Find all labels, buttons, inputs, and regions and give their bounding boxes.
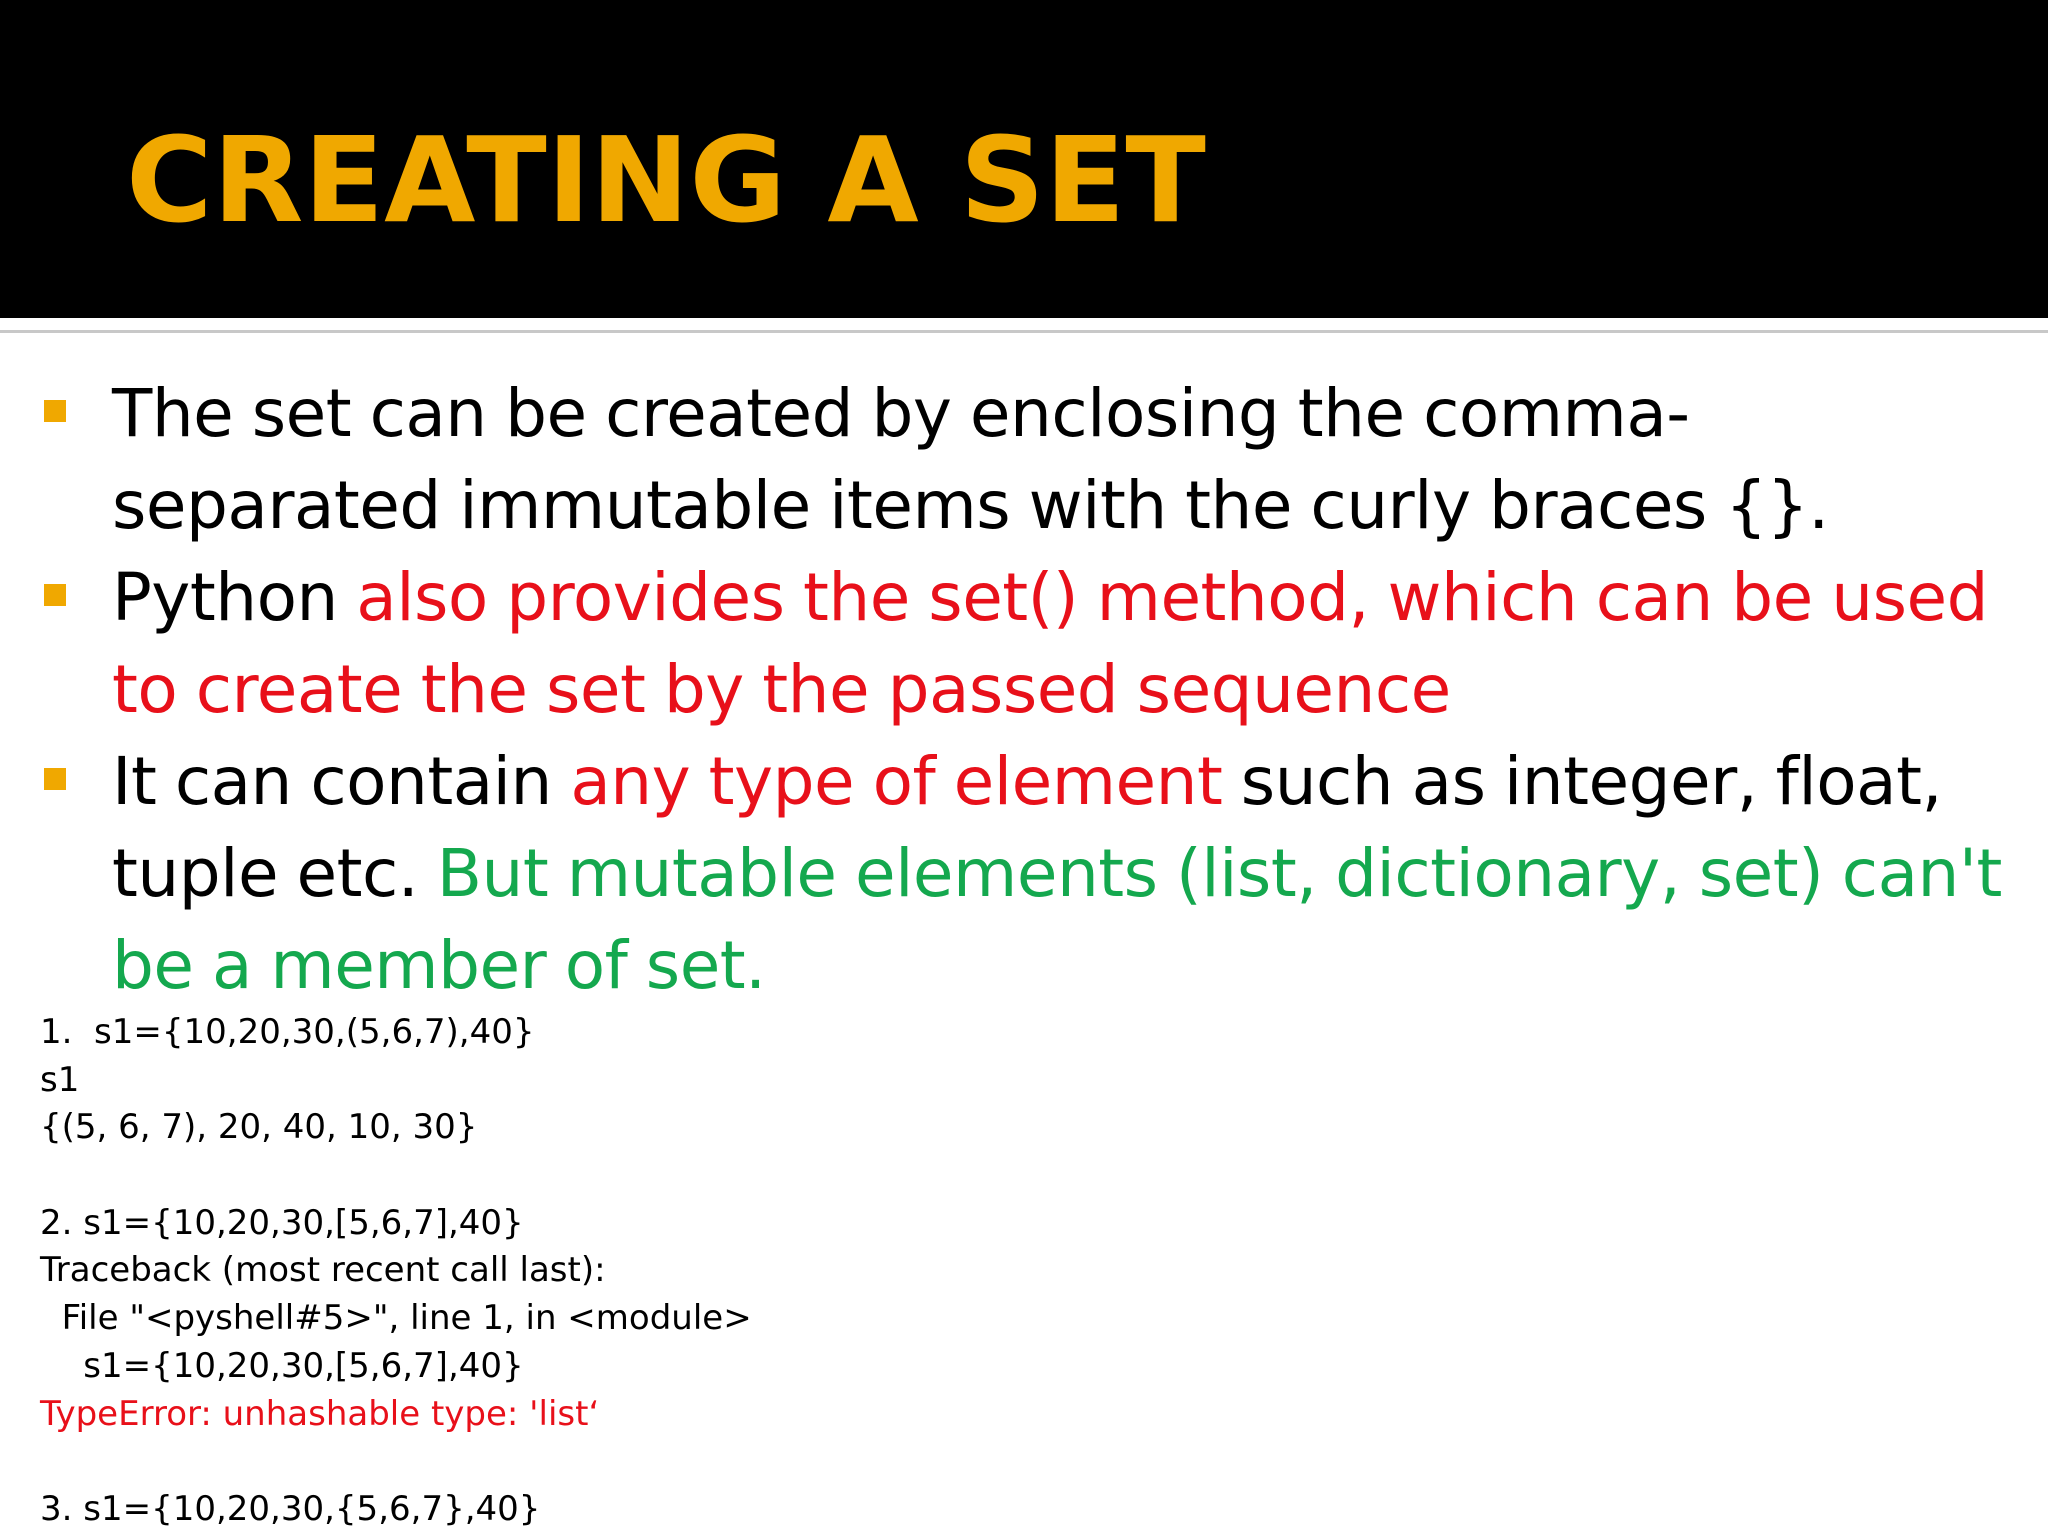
bullet-text: such as integer, float, tuple etc. [112,743,1942,912]
code-line [40,1438,1440,1486]
bullet-item [0,368,2048,552]
bullet-item [0,552,2048,736]
bullet-text-highlight: also provides the set() method, which can be used to create the set by the passed sequence [112,559,1988,728]
square-bullet-icon [44,768,66,790]
bullet-text: It can contain [112,743,571,820]
code-example [40,1009,1440,1534]
square-bullet-icon [44,400,66,422]
title-divider [0,330,2048,333]
code-line: {(5, 6, 7), 20, 40, 10, 30} [40,1107,478,1148]
code-line: s1 [40,1059,80,1100]
bullet-item [0,736,2048,1012]
bullet-text-highlight: any type of element [570,743,1223,820]
code-line: 3. s1={10,20,30,{5,6,7},40} [40,1488,541,1529]
code-line [40,1152,1440,1200]
code-line: 2. s1={10,20,30,[5,6,7],40} [40,1202,524,1243]
bullet-text-highlight: But mutable elements (list, dictionary, set) can't be a member of set. [112,835,2002,1004]
bullet-text: Python [112,559,357,636]
error-line: TypeError: unhashable type: 'list‘ [40,1393,600,1434]
bullet-list [0,368,2048,1012]
code-line: Traceback (most recent call last): [40,1250,606,1291]
slide-title: CREATING A SET [126,111,1206,249]
code-line: 1. s1={10,20,30,(5,6,7),40} [40,1012,535,1052]
code-line: s1={10,20,30,[5,6,7],40} [40,1345,524,1386]
square-bullet-icon [44,584,66,606]
code-line: File "<pyshell#5>", line 1, in <module> [40,1298,752,1339]
bullet-text: The set can be created by enclosing the comma-separated immutable items with the curly braces {}. [112,375,1829,544]
